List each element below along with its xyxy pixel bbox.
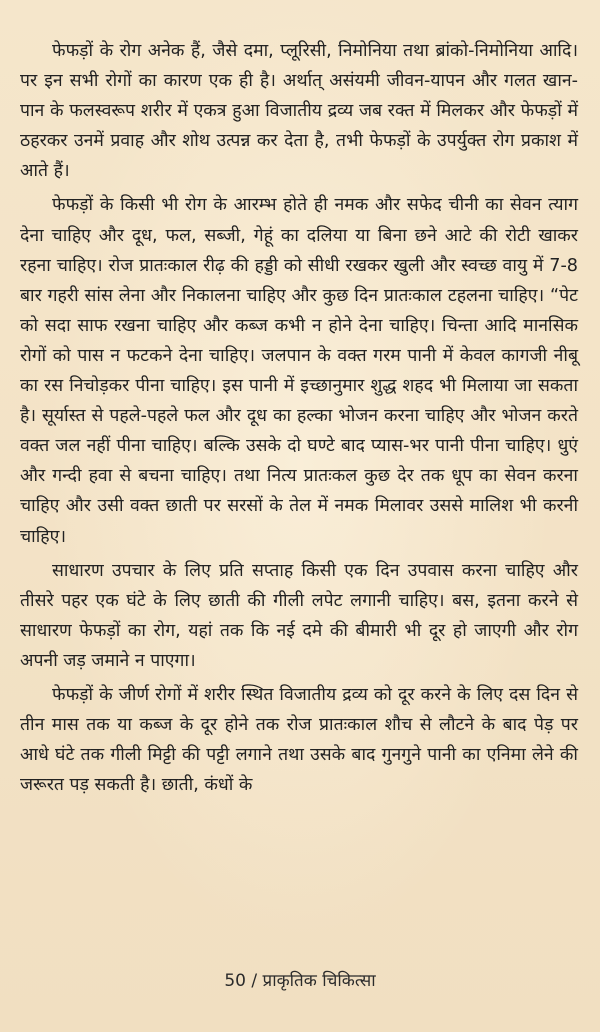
paragraph-initial-treatment: फेफड़ों के किसी भी रोग के आरम्भ होते ही नमक और सफेद चीनी का सेवन त्याग देना चाहिए और दूध, फल, सब्जी, गेहूं का दलिया या बिना छने आटे की रोटी खाकर रहना चाहिए। रोज प्रातःकाल रीढ़ की हड्डी को सीधी रखकर खुली और स्वच्छ वायु में 7-8 बार गहरी सांस लेना और निकालना चाहिए और कुछ दिन प्रातःकाल टहलना चाहिए। “पेट को सदा साफ रखना चाहिए और कब्ज कभी न होने देना चाहिए। चिन्ता आदि मानसिक रोगों को पास न फटकने देना चाहिए। जलपान के वक्त गरम पानी में केवल कागजी नीबू का रस निचोड़कर पीना चाहिए। इस पानी में इच्छानुमार शुद्ध शहद भी मिलाया जा सकता है। सूर्यास्त से पहले-पहले फल और दूध का हल्का भोजन करना चाहिए और भोजन करते वक्त जल नहीं पीना चाहिए। बल्कि उसके दो घण्टे बाद प्यास-भर पानी पीना चाहिए। धुएं और गन्दी हवा से बचना चाहिए। तथा नित्य प्रातःकल कुछ देर तक धूप का सेवन करना चाहिए और उसी वक्त छाती पर सरसों के तेल में नमक मिलावर उससे मालिश भी करनी चाहिए। xyxy=(20,195,578,547)
paragraph-lung-diseases-causes: फेफड़ों के रोग अनेक हैं, जैसे दमा, प्लूरिसी, निमोनिया तथा ब्रांको-निमोनिया आदि। पर इन सभी रोगों का कारण एक ही है। अर्थात् असंयमी जीवन-यापन और गलत खान-पान के फलस्वरूप शरीर में एकत्र हुआ विजातीय द्रव्य जब रक्त में मिलकर और फेफड़ों में ठहरकर उनमें प्रवाह और शोथ उत्पन्न कर देता है, तभी फेफड़ों के उपर्युक्त रोग प्रकाश में आते हैं। xyxy=(20,41,578,182)
paragraph-chronic-treatment: फेफड़ों के जीर्ण रोगों में शरीर स्थित विजातीय द्रव्य को दूर करने के लिए दस दिन से तीन मास तक या कब्ज के दूर होने तक रोज प्रातःकाल शौच से लौटने के बाद पेड़ पर आधे घंटे तक गीली मिट्टी की पट्टी लगाने तथा उसके बाद गुनगुने पानी का एनिमा लेने की जरूरत पड़ सकती है। छाती, कंधों के xyxy=(20,684,578,796)
paragraph-ordinary-treatment: साधारण उपचार के लिए प्रति सप्ताह किसी एक दिन उपवास करना चाहिए और तीसरे पहर एक घंटे के लिए छाती की गीली लपेट लगानी चाहिए। बस, इतना करने से साधारण फेफड़ों का रोग, यहां तक कि नई दमे की बीमारी भी दूर हो जाएगी और रोग अपनी जड़ जमाने न पाएगा। xyxy=(20,560,578,671)
page-footer: 50 / प्राकृतिक चिकित्सा xyxy=(224,971,376,991)
